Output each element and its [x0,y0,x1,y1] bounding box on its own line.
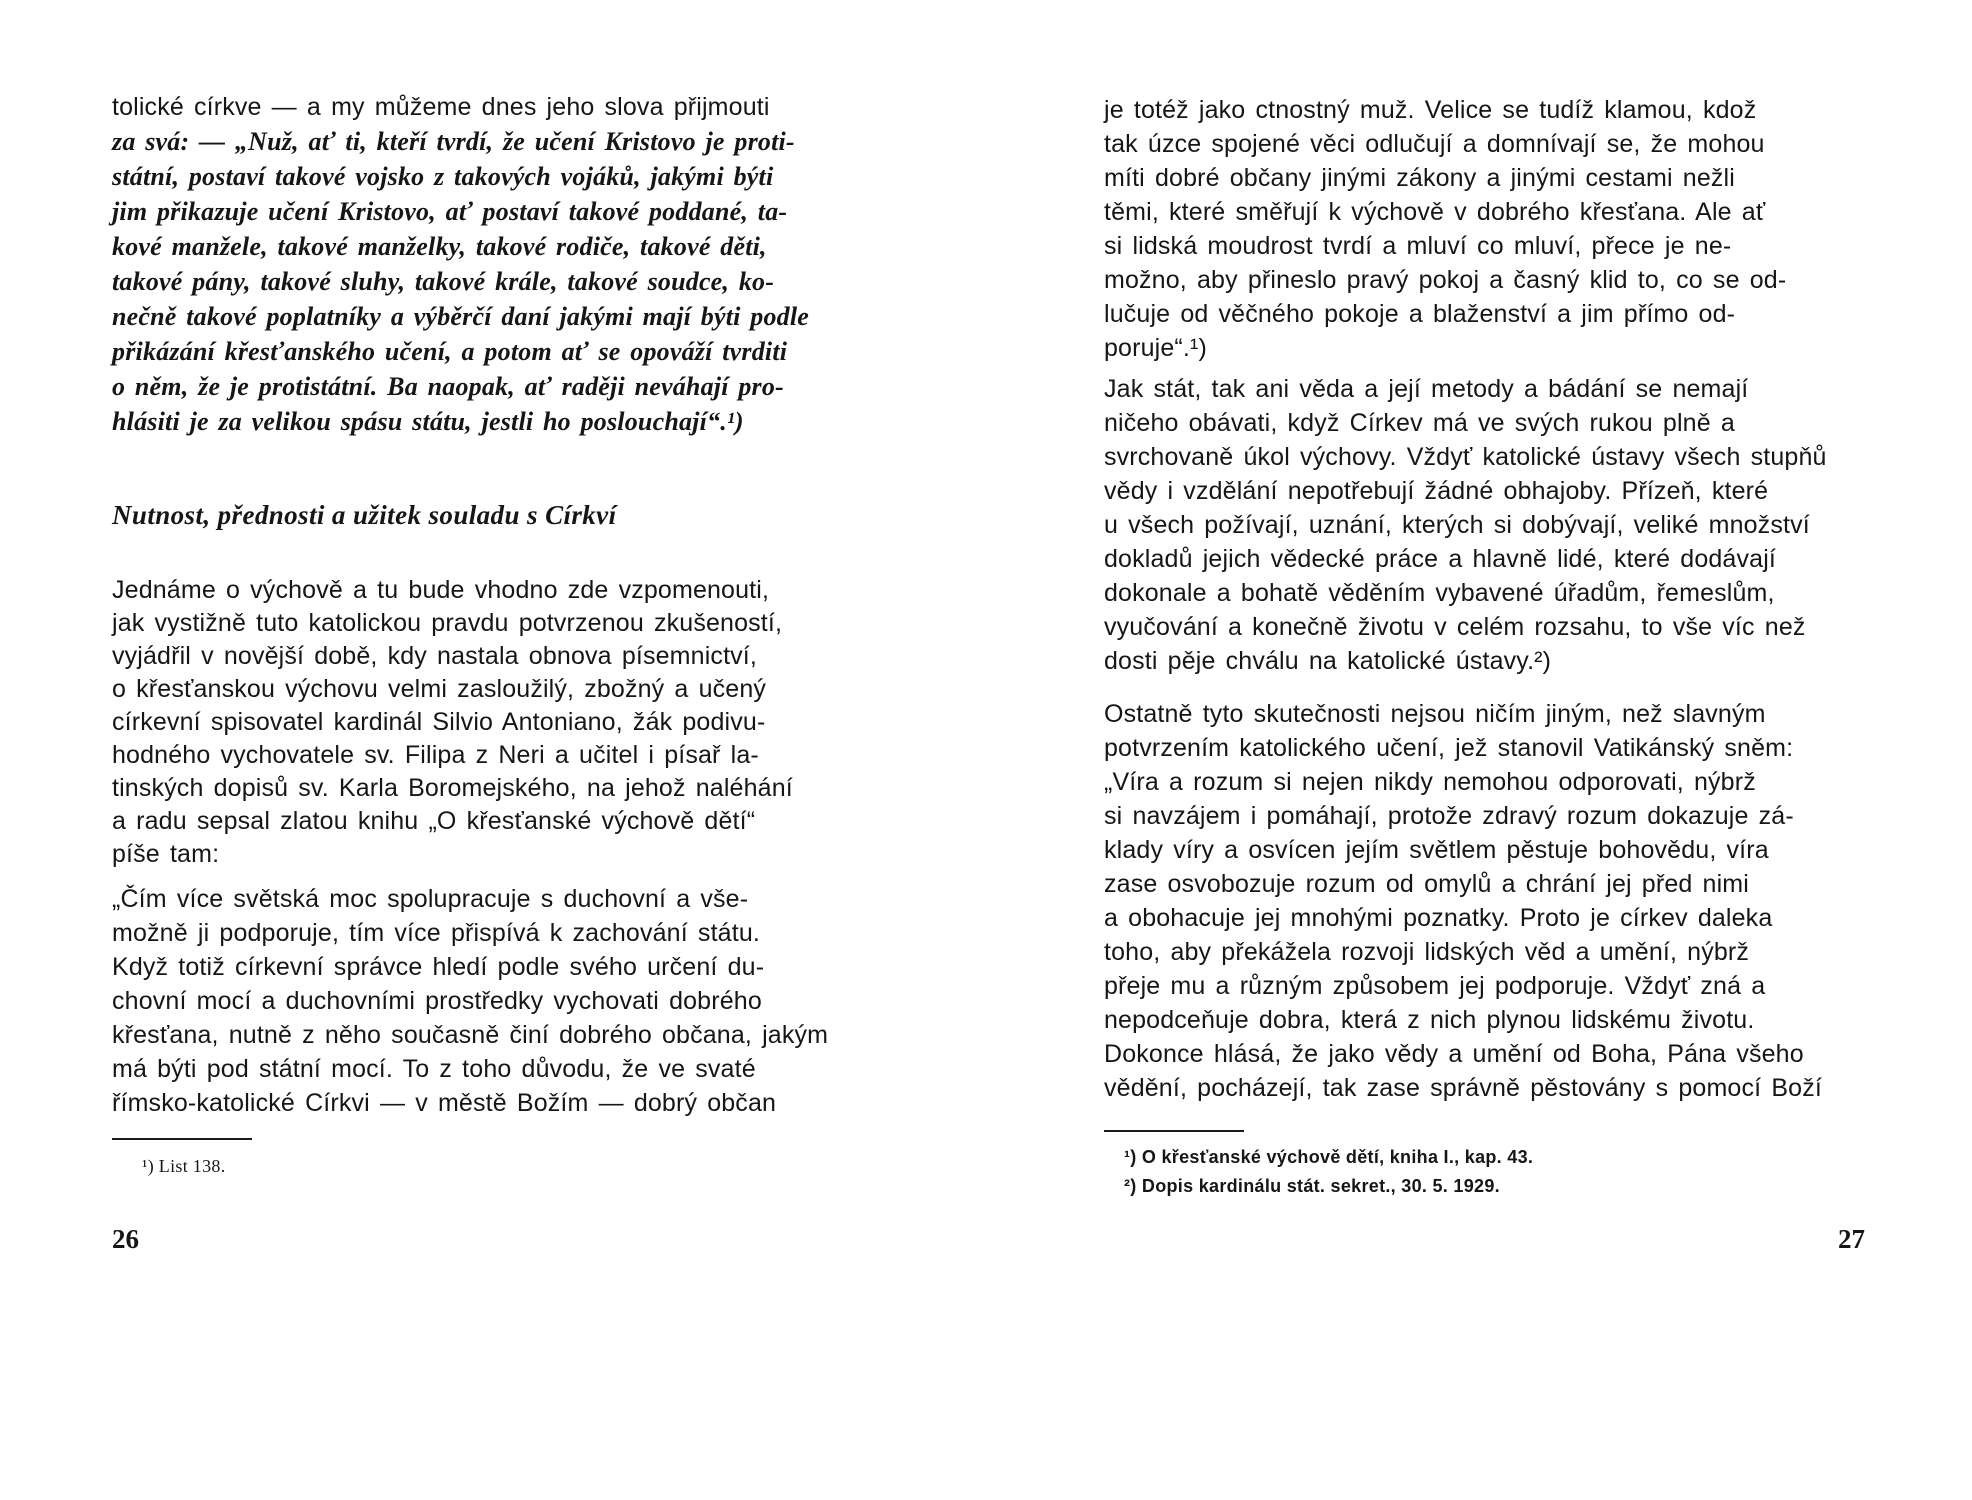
text-line: státní, postaví takové vojsko z takových vojáků, jakými býti [112,162,774,191]
text-line: tinských dopisů sv. Karla Boromejského, na jehož naléhání [112,774,793,802]
text-line: církevní spisovatel kardinál Silvio Antoniano, žák podivu- [112,708,766,736]
text-line: přikázání křesťanského učení, a potom ať se opováží tvrditi [112,337,788,366]
text-line: vědění, pocházejí, tak zase správně pěstovány s pomocí Boží [1104,1074,1822,1102]
footnote: ¹) O křesťanské výchově dětí, kniha I., kap. 43. [1124,1147,1534,1167]
text-line: „Víra a rozum si nejen nikdy nemohou odporovati, nýbrž [1104,768,1756,796]
text-line: si lidská moudrost tvrdí a mluví co mluví, přece je ne- [1104,232,1732,260]
text-line: ničeho obávati, když Církev má ve svých rukou plně a [1104,409,1735,437]
text-line: možně ji podporuje, tím více přispívá k zachování státu. [112,919,760,947]
text-line: vyučování a konečně životu v celém rozsahu, to vše víc než [1104,613,1806,641]
text-line: kové manžele, takové manželky, takové rodiče, takové děti, [112,232,767,261]
text-line: lučuje od věčného pokoje a blaženství a jim přímo od- [1104,300,1736,328]
text-line: možno, aby přineslo pravý pokoj a časný klid to, co se od- [1104,266,1787,294]
text-line: Jednáme o výchově a tu bude vhodno zde vzpomenouti, [112,576,770,604]
text-line: přeje mu a různým způsobem jej podporuje. Vždyť zná a [1104,972,1766,1000]
text-line: Ostatně tyto skutečnosti nejsou ničím jiným, než slavným [1104,700,1766,728]
text-line: chovní mocí a duchovními prostředky vychovati dobrého [112,987,762,1015]
page-number: 26 [112,1224,139,1254]
text-line: dokladů jejich vědecké práce a hlavně lidé, které dodávají [1104,545,1776,573]
text-line: hlásiti je za velikou spásu státu, jestli ho poslouchají“.¹) [112,407,744,436]
text-line: vědy i vzdělání nepotřebují žádné obhajoby. Přízeň, které [1104,477,1769,505]
text-line: o křesťanskou výchovu velmi zasloužilý, zbožný a učený [112,675,767,703]
text-line: klady víry a osvícen jejím světlem pěstuje bohovědu, víra [1104,836,1769,864]
text-line: o něm, že je protistátní. Ba naopak, ať raději neváhají pro- [112,372,784,401]
text-line: svrchovaně úkol výchovy. Vždyť katolické ústavy všech stupňů [1104,443,1827,471]
text-line: píše tam: [112,840,220,868]
text-line: tolické církve — a my můžeme dnes jeho slova přijmouti [112,93,770,121]
text-line: nepodceňuje dobra, která z nich plynou lidskému životu. [1104,1006,1755,1034]
text-line: a obohacuje jej mnohými poznatky. Proto je církev daleka [1104,904,1773,932]
footnote: ¹) List 138. [142,1156,226,1176]
text-line: je totéž jako ctnostný muž. Velice se tudíž klamou, kdož [1104,96,1757,124]
text-line: potvrzením katolického učení, jež stanovil Vatikánský sněm: [1104,734,1794,762]
text-line: tak úzce spojené věci odlučují a domnívají se, že mohou [1104,130,1765,158]
text-line: římsko-katolické Církvi — v městě Božím — dobrý občan [112,1089,777,1117]
footnote-rule [1104,1130,1244,1132]
page-number: 27 [1838,1224,1865,1254]
text-line: dosti pěje chválu na katolické ústavy.²) [1104,647,1552,675]
text-line: dokonale a bohatě věděním vybavené úřadům, řemeslům, [1104,579,1775,607]
text-line: „Čím více světská moc spolupracuje s duchovní a vše- [112,885,749,913]
text-line: nečně takové poplatníky a výběrčí daní jakými mají býti podle [112,302,810,331]
text-line: takové pány, takové sluhy, takové krále, takové soudce, ko- [112,267,775,296]
text-line: u všech požívají, uznání, kterých si dobývají, veliké množství [1104,511,1810,539]
text-line: jak vystižně tuto katolickou pravdu potvrzenou zkušeností, [112,609,783,637]
text-line: za svá: — „Nuž, ať ti, kteří tvrdí, že učení Kristovo je proti- [112,127,795,156]
text-line: zase osvobozuje rozum od omylů a chrání jej před nimi [1104,870,1749,898]
text-line: Jak stát, tak ani věda a její metody a bádání se nemají [1104,375,1749,403]
footnote: ²) Dopis kardinálu stát. sekret., 30. 5. 1929. [1124,1176,1500,1196]
text-line: si navzájem i pomáhají, protože zdravý rozum dokazuje zá- [1104,802,1794,830]
text-line: toho, aby překážela rozvoji lidských věd a umění, nýbrž [1104,938,1750,966]
text-line: poruje“.¹) [1104,334,1207,362]
text-line: Když totiž církevní správce hledí podle svého určení du- [112,953,765,981]
section-heading: Nutnost, přednosti a užitek souladu s Církví [112,500,617,530]
text-line: a radu sepsal zlatou knihu „O křesťanské výchově dětí“ [112,807,756,835]
text-line: míti dobré občany jinými zákony a jinými cestami nežli [1104,164,1735,192]
footnote-rule [112,1138,252,1140]
text-line: Dokonce hlásá, že jako vědy a umění od Boha, Pána všeho [1104,1040,1804,1068]
text-line: vyjádřil v novější době, kdy nastala obnova písemnictví, [112,642,758,670]
text-line: těmi, které směřují k výchově v dobrého křesťana. Ale ať [1104,198,1766,226]
text-line: má býti pod státní mocí. To z toho důvodu, že ve svaté [112,1055,756,1083]
text-line: jim přikazuje učení Kristovo, ať postaví takové poddané, ta- [112,197,788,226]
text-line: hodného vychovatele sv. Filipa z Neri a učitel i písař la- [112,741,759,769]
text-line: křesťana, nutně z něho současně činí dobrého občana, jakým [112,1021,829,1049]
